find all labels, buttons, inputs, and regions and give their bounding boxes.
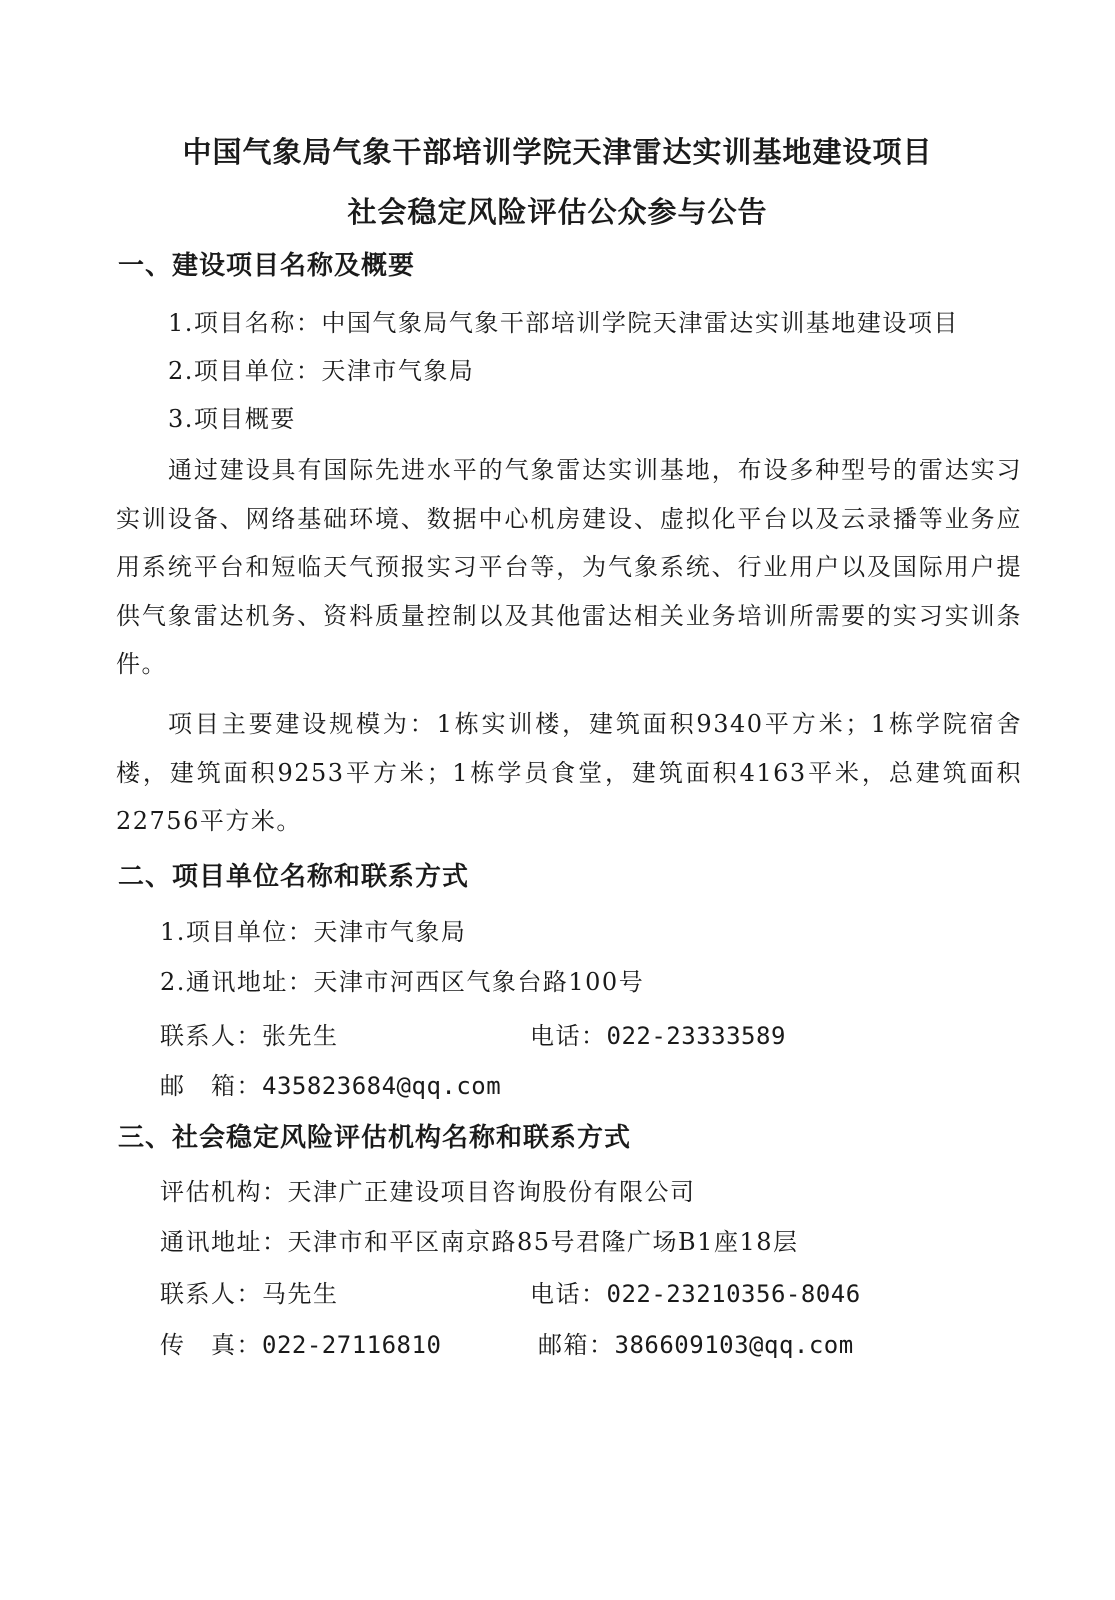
agency-address: 通讯地址：天津市和平区南京路85号君隆广场B1座18层 (160, 1228, 799, 1256)
agency-fax: 022-27116810 (262, 1331, 442, 1359)
document-title-line1: 中国气象局气象干部培训学院天津雷达实训基地建设项目 (182, 135, 933, 169)
unit-contact-person: 联系人：张先生 (160, 1022, 339, 1050)
unit-phone: 022-23333589 (606, 1022, 786, 1050)
section2-heading: 二、项目单位名称和联系方式 (118, 862, 470, 892)
project-overview-paragraph: 通过建设具有国际先进水平的气象雷达实训基地，布设多种型号的雷达实习实训设备、网络基础环境、数据中心机房建设、虚拟化平台以及云录播等业务应用系统平台和短临天气预报实习平台等，为气象系统、行业用户以及国际用户提供气象雷达机务、资料质量控制以及其他雷达相关业务培训所需要的实习实训条件。 (116, 456, 1022, 678)
project-overview-label: 3.项目概要 (168, 405, 296, 433)
unit-phone-label: 电话： (530, 1022, 607, 1050)
document-title-line2: 社会稳定风险评估公众参与公告 (347, 195, 768, 229)
agency-contact-person: 联系人：马先生 (160, 1280, 339, 1308)
agency-phone: 022-23210356-8046 (606, 1280, 861, 1308)
section1-heading: 一、建设项目名称及概要 (118, 251, 416, 281)
agency-phone-label: 电话： (530, 1280, 607, 1308)
agency-fax-label: 传 真： (160, 1331, 262, 1359)
project-unit: 2.项目单位：天津市气象局 (168, 357, 475, 385)
unit-name: 1.项目单位：天津市气象局 (160, 918, 467, 946)
project-name: 1.项目名称：中国气象局气象干部培训学院天津雷达实训基地建设项目 (168, 309, 959, 337)
section3-heading: 三、社会稳定风险评估机构名称和联系方式 (118, 1123, 632, 1153)
agency-email-label: 邮箱： (538, 1331, 615, 1359)
unit-address: 2.通讯地址：天津市河西区气象台路100号 (160, 968, 645, 996)
agency-name: 评估机构：天津广正建设项目咨询股份有限公司 (160, 1178, 696, 1206)
unit-email-label: 邮 箱： (160, 1072, 262, 1100)
unit-email: 435823684@qq.com (262, 1072, 502, 1100)
project-scale-paragraph: 项目主要建设规模为：1栋实训楼，建筑面积9340平方米；1栋学院宿舍楼，建筑面积9253平方米；1栋学员食堂，建筑面积4163平米，总建筑面积22756平方米。 (116, 710, 1022, 835)
agency-email: 386609103@qq.com (614, 1331, 854, 1359)
